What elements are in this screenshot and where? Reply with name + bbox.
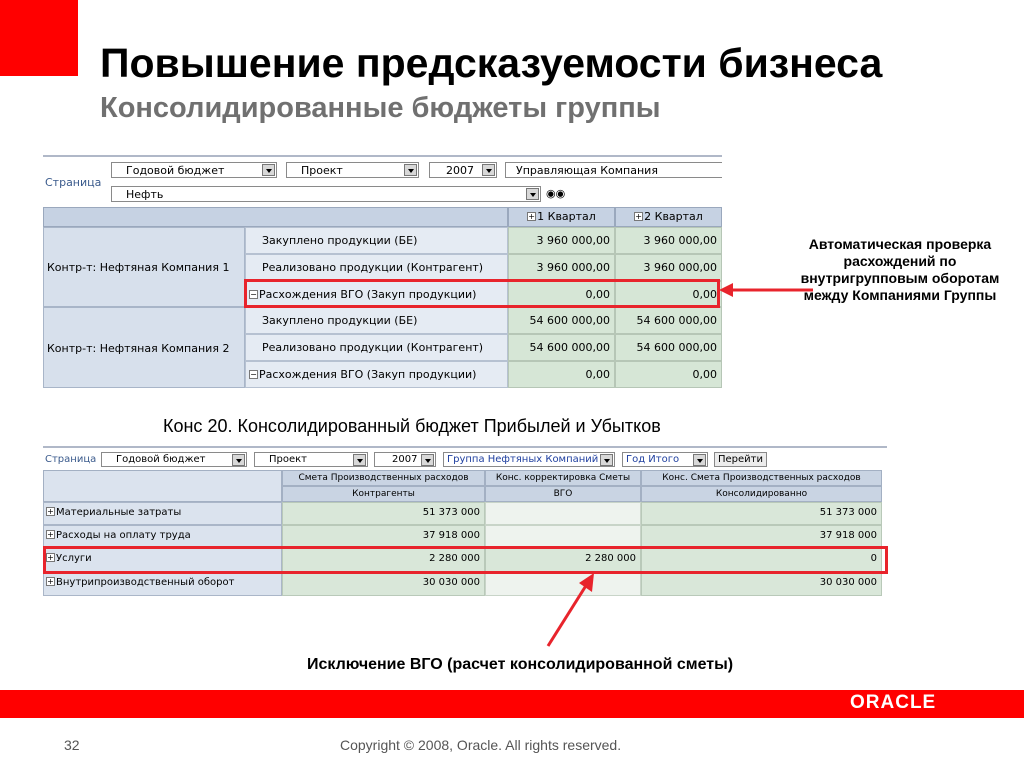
value-cell: 54 600 000,00 bbox=[615, 334, 722, 361]
bottom-caption: Исключение ВГО (расчет консолидированной сметы) bbox=[307, 656, 734, 673]
page-number: 32 bbox=[64, 737, 80, 753]
year-select[interactable]: 2007 bbox=[374, 452, 436, 467]
row-label: Реализовано продукции (Контрагент) bbox=[245, 334, 508, 361]
value-cell: 2 280 000 bbox=[282, 548, 485, 572]
value-cell: 0,00 bbox=[615, 281, 722, 307]
column-header: Смета Производственных расходов bbox=[282, 470, 485, 486]
value-cell bbox=[485, 502, 641, 525]
scenario-select[interactable]: Проект bbox=[286, 162, 419, 178]
expand-icon[interactable]: + bbox=[528, 212, 535, 221]
page-label: Страница bbox=[45, 454, 97, 465]
value-cell: 30 030 000 bbox=[282, 572, 485, 596]
chevron-down-icon bbox=[232, 454, 245, 466]
value-cell: 3 960 000,00 bbox=[615, 227, 722, 254]
column-header: Конс. корректировка Сметы bbox=[485, 470, 641, 486]
row-label[interactable]: − Расхождения ВГО (Закуп продукции) bbox=[245, 361, 508, 388]
value-cell: 30 030 000 bbox=[641, 572, 882, 596]
chevron-down-icon bbox=[600, 454, 613, 466]
table-row[interactable]: + Расходы на оплату труда bbox=[43, 525, 282, 548]
chevron-down-icon bbox=[482, 164, 495, 176]
expand-icon[interactable]: + bbox=[47, 507, 54, 516]
value-cell: 37 918 000 bbox=[641, 525, 882, 548]
slide-subtitle: Консолидированные бюджеты группы bbox=[100, 92, 661, 124]
value-cell: 3 960 000,00 bbox=[508, 227, 615, 254]
row-label: Закуплено продукции (БЕ) bbox=[245, 227, 508, 254]
copyright: Copyright © 2008, Oracle. All rights reserved. bbox=[340, 737, 622, 753]
group-header: Контр-т: Нефтяная Компания 1 bbox=[43, 227, 245, 307]
value-cell: 51 373 000 bbox=[641, 502, 882, 525]
table-header-blank bbox=[43, 207, 508, 227]
table2-caption: Конс 20. Консолидированный бюджет Прибылей и Убытков bbox=[163, 416, 661, 436]
segment-select[interactable]: Нефть bbox=[111, 186, 541, 202]
oracle-logo: ORACLE bbox=[850, 692, 937, 713]
value-cell: 3 960 000,00 bbox=[508, 254, 615, 281]
collapse-icon[interactable]: − bbox=[250, 370, 257, 379]
column-header-q1[interactable]: + 1 Квартал bbox=[508, 207, 615, 227]
row-label[interactable]: − Расхождения ВГО (Закуп продукции) bbox=[245, 281, 508, 307]
value-cell: 54 600 000,00 bbox=[615, 307, 722, 334]
collapse-icon[interactable]: − bbox=[250, 290, 257, 299]
group-header: Контр-т: Нефтяная Компания 2 bbox=[43, 307, 245, 388]
budget-select[interactable]: Годовой бюджет bbox=[101, 452, 247, 467]
page-filter-panel bbox=[43, 446, 887, 472]
page-label: Страница bbox=[45, 176, 102, 189]
table-header-blank bbox=[43, 470, 282, 502]
highlight-box bbox=[244, 279, 720, 308]
column-header-q2[interactable]: + 2 Квартал bbox=[615, 207, 722, 227]
chevron-down-icon bbox=[421, 454, 434, 466]
scenario-select[interactable]: Проект bbox=[254, 452, 368, 467]
column-subheader: ВГО bbox=[485, 486, 641, 502]
table-row[interactable]: + Услуги bbox=[43, 548, 282, 572]
value-cell: 51 373 000 bbox=[282, 502, 485, 525]
expand-icon[interactable]: + bbox=[47, 530, 54, 539]
highlight-box bbox=[43, 546, 888, 574]
value-cell: 54 600 000,00 bbox=[508, 307, 615, 334]
total-select[interactable]: Год Итого bbox=[622, 452, 708, 467]
expand-icon[interactable]: + bbox=[47, 577, 54, 586]
slide-title: Повышение предсказуемости бизнеса bbox=[100, 40, 883, 86]
budget-select[interactable]: Годовой бюджет bbox=[111, 162, 277, 178]
annotation-note: Автоматическая проверка расхождений по внутригрупповым оборотам между Компаниями Группы bbox=[800, 236, 1000, 303]
go-button[interactable]: Перейти bbox=[714, 452, 767, 467]
column-subheader: Контрагенты bbox=[282, 486, 485, 502]
value-cell: 0,00 bbox=[508, 361, 615, 388]
table-row[interactable]: + Внутрипроизводственный оборот bbox=[43, 572, 282, 596]
row-label: Закуплено продукции (БЕ) bbox=[245, 307, 508, 334]
arrow-icon bbox=[540, 570, 600, 650]
company-select[interactable]: Управляющая Компания bbox=[505, 162, 722, 178]
column-header: Конс. Смета Производственных расходов bbox=[641, 470, 882, 486]
year-select[interactable]: 2007 bbox=[429, 162, 497, 178]
value-cell: 0,00 bbox=[508, 281, 615, 307]
chevron-down-icon bbox=[353, 454, 366, 466]
expand-icon[interactable]: + bbox=[47, 553, 54, 562]
value-cell: 0,00 bbox=[615, 361, 722, 388]
page-filter-panel bbox=[43, 155, 722, 209]
value-cell: 2 280 000 bbox=[485, 548, 641, 572]
chevron-down-icon bbox=[693, 454, 706, 466]
accent-square bbox=[0, 0, 78, 76]
intercompany-check-table bbox=[43, 155, 722, 388]
expand-icon[interactable]: + bbox=[635, 212, 642, 221]
value-cell: 0 bbox=[641, 548, 882, 572]
group-select[interactable]: Группа Нефтяных Компаний bbox=[443, 452, 615, 467]
table-row[interactable]: + Материальные затраты bbox=[43, 502, 282, 525]
binoculars-icon[interactable]: ◉◉ bbox=[546, 188, 566, 200]
chevron-down-icon bbox=[404, 164, 417, 176]
consolidated-pl-table bbox=[43, 446, 887, 598]
chevron-down-icon bbox=[262, 164, 275, 176]
row-label: Реализовано продукции (Контрагент) bbox=[245, 254, 508, 281]
value-cell: 37 918 000 bbox=[282, 525, 485, 548]
column-subheader: Консолидированно bbox=[641, 486, 882, 502]
value-cell bbox=[485, 525, 641, 548]
chevron-down-icon bbox=[526, 188, 539, 200]
value-cell: 3 960 000,00 bbox=[615, 254, 722, 281]
value-cell: 54 600 000,00 bbox=[508, 334, 615, 361]
